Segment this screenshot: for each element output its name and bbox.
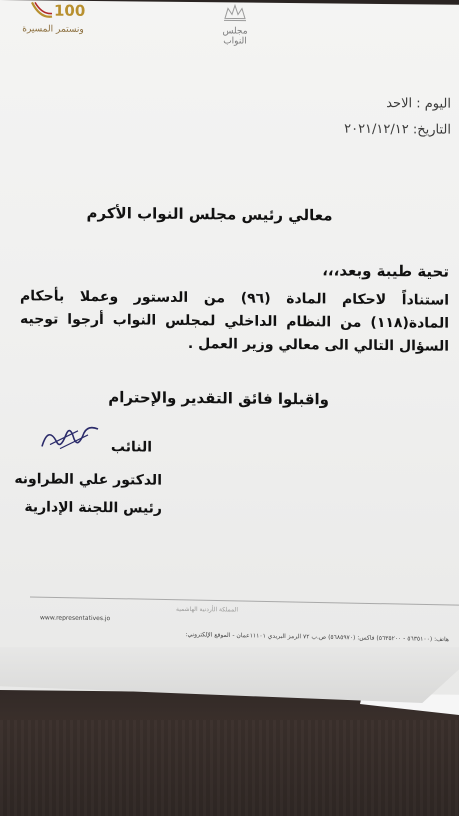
parliament-caption: مجلس النواب bbox=[222, 26, 248, 47]
centenary-caption: ونستمر المسيرة bbox=[22, 24, 84, 35]
footer-seal-text: المملكة الأردنية الهاشمية bbox=[176, 605, 238, 614]
handwritten-signature bbox=[38, 420, 102, 455]
footer-contact: هاتف: (٥٦٣٥١٠٠ - ٥٦٣٥٢٠٠) فاكس: (٥٦٨٥٩٧٠) ص.ب ٧٢ الرمز البريدي ١١١٠١عمان - الموقع الإلكتروني: bbox=[185, 631, 450, 644]
footer-website: www.representatives.jo bbox=[40, 614, 111, 623]
date-line: التاريخ: ٢٠٢١/١٢/١٢ bbox=[344, 121, 451, 138]
parliament-logo bbox=[210, 2, 260, 47]
signer-name: الدكتور علي الطراونه bbox=[14, 471, 162, 489]
recipient: معالي رئيس مجلس النواب الأكرم bbox=[86, 203, 333, 225]
signer-title: النائب bbox=[110, 439, 152, 456]
footer-divider bbox=[30, 596, 459, 605]
crown-icon bbox=[210, 2, 260, 25]
svg-text:100: 100 bbox=[54, 1, 86, 20]
centenary-logo-icon bbox=[30, 0, 86, 21]
letter-body: استناداً لاحكام المادة (٩٦) من الدستور وعملا بأحكام المادة(١١٨) من النظام الداخلي لمجلس النواب أرجوا توجيه السؤال التالي الى معالي وزير العمل . bbox=[20, 288, 450, 355]
day-line: اليوم : الاحد bbox=[386, 96, 451, 112]
centenary-logo bbox=[22, 0, 84, 41]
signer-position: رئيس اللجنة الإدارية bbox=[24, 499, 162, 517]
closing: واقبلوا فائق التقدير والإحترام bbox=[108, 388, 329, 409]
greeting: تحية طيبة وبعد،،، bbox=[322, 261, 449, 281]
